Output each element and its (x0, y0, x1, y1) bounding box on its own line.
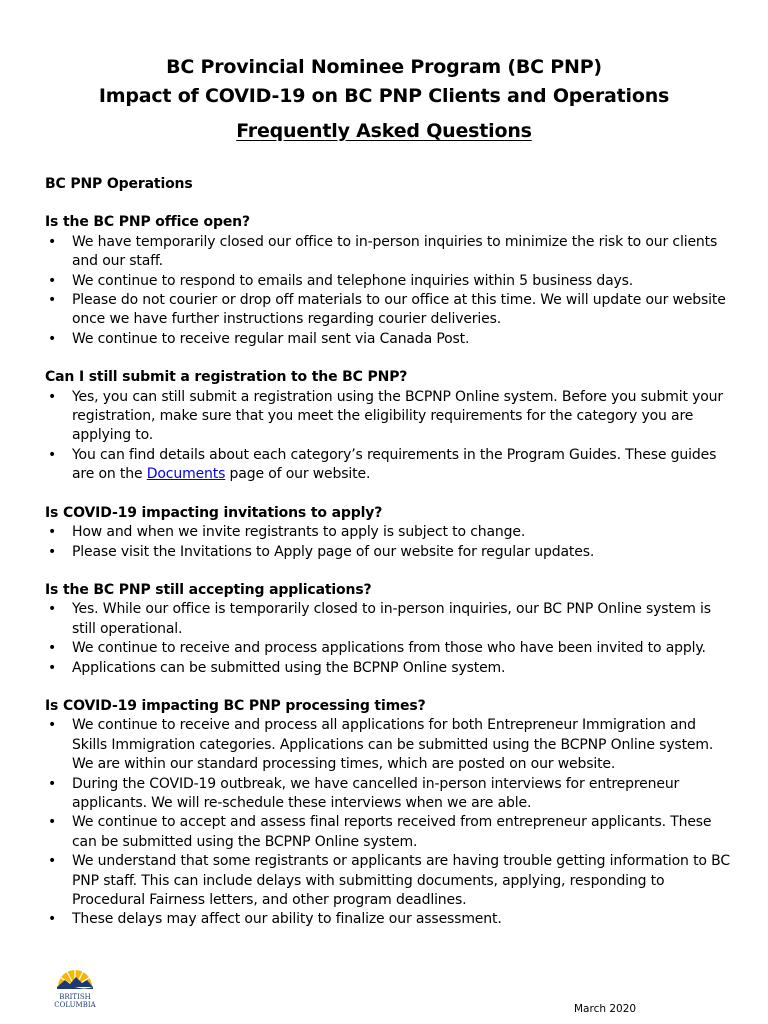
faq-submit-registration (45, 368, 735, 484)
answer-item: • How and when we invite registrants to apply is subject to change. (45, 523, 735, 542)
sun-icon (57, 968, 93, 989)
faq-office-open (45, 213, 735, 349)
answer-item: • During the COVID-19 outbreak, we have cancelled in-person interviews for entrepreneur applicants. We will re-schedule these interviews when we are able. (45, 775, 735, 814)
question-heading: Is COVID-19 impacting BC PNP processing times? (45, 697, 426, 714)
question-heading: Can I still submit a registration to the BC PNP? (45, 369, 408, 386)
answer-item: • Please visit the Invitations to Apply page of our website for regular updates. (45, 543, 735, 562)
faq-content (45, 175, 735, 949)
answer-list (45, 233, 735, 349)
bc-government-logo (48, 960, 102, 1010)
question-heading: Is the BC PNP office open? (45, 214, 250, 231)
answer-list (45, 716, 735, 929)
answer-list (45, 523, 735, 562)
answer-item: • We continue to accept and assess final reports received from entrepreneur applicants. These can be submitted using the BCPNP Online system. (45, 813, 735, 852)
question-heading: Is the BC PNP still accepting applications? (45, 581, 372, 598)
documents-link[interactable]: Documents (146, 466, 226, 483)
answer-item: • We continue to receive and process all applications for both Entrepreneur Immigration and Skills Immigration categories. Applications can be submitted using the BCPNP Online system. We are within our standard processing times, which are posted on our website. (45, 716, 735, 774)
section-heading: BC PNP Operations (45, 176, 193, 192)
answer-item: • Applications can be submitted using the BCPNP Online system. (45, 659, 735, 678)
program-title: BC Provincial Nominee Program (BC PNP) (166, 56, 602, 78)
answer-list (45, 600, 735, 678)
document-subtitle: Impact of COVID-19 on BC PNP Clients and Operations (98, 85, 670, 107)
answer-text: You can find details about each category’s requirements in the Program Guides. These guides are on the (72, 446, 717, 483)
answer-item: • We have temporarily closed our office to in-person inquiries to minimize the risk to our clients and our staff. (45, 233, 735, 272)
answer-list (45, 388, 735, 485)
faq-title: Frequently Asked Questions (236, 120, 532, 142)
answer-item: • We continue to receive and process applications from those who have been invited to apply. (45, 639, 735, 658)
document-date: March 2020 (574, 1003, 637, 1015)
logo-text-columbia: COLUMBIA (54, 1001, 96, 1009)
logo-text-british: BRITISH (59, 993, 91, 1001)
faq-invitations (45, 504, 735, 562)
answer-item: • Yes. While our office is temporarily closed to in-person inquiries, our BC PNP Online system is still operational. (45, 600, 735, 639)
answer-item: • We understand that some registrants or applicants are having trouble getting information to BC PNP staff. This can include delays with submitting documents, applying, responding to Procedural Fairness letters, and other program deadlines. (45, 852, 735, 910)
question-heading: Is COVID-19 impacting invitations to apply? (45, 504, 383, 521)
faq-accepting-applications (45, 581, 735, 678)
answer-item: • These delays may affect our ability to finalize our assessment. (45, 910, 735, 929)
answer-item: • Yes, you can still submit a registration using the BCPNP Online system. Before you submit your registration, make sure that you meet the eligibility requirements for the category you are applying to. (45, 388, 735, 446)
answer-item: • We continue to respond to emails and telephone inquiries within 5 business days. (45, 272, 735, 291)
faq-processing-times (45, 697, 735, 930)
answer-item: • We continue to receive regular mail sent via Canada Post. (45, 330, 735, 349)
answer-text: page of our website. (225, 466, 371, 483)
answer-item: • Please do not courier or drop off materials to our office at this time. We will update our website once we have further instructions regarding courier deliveries. (45, 291, 735, 330)
answer-item (45, 446, 735, 485)
